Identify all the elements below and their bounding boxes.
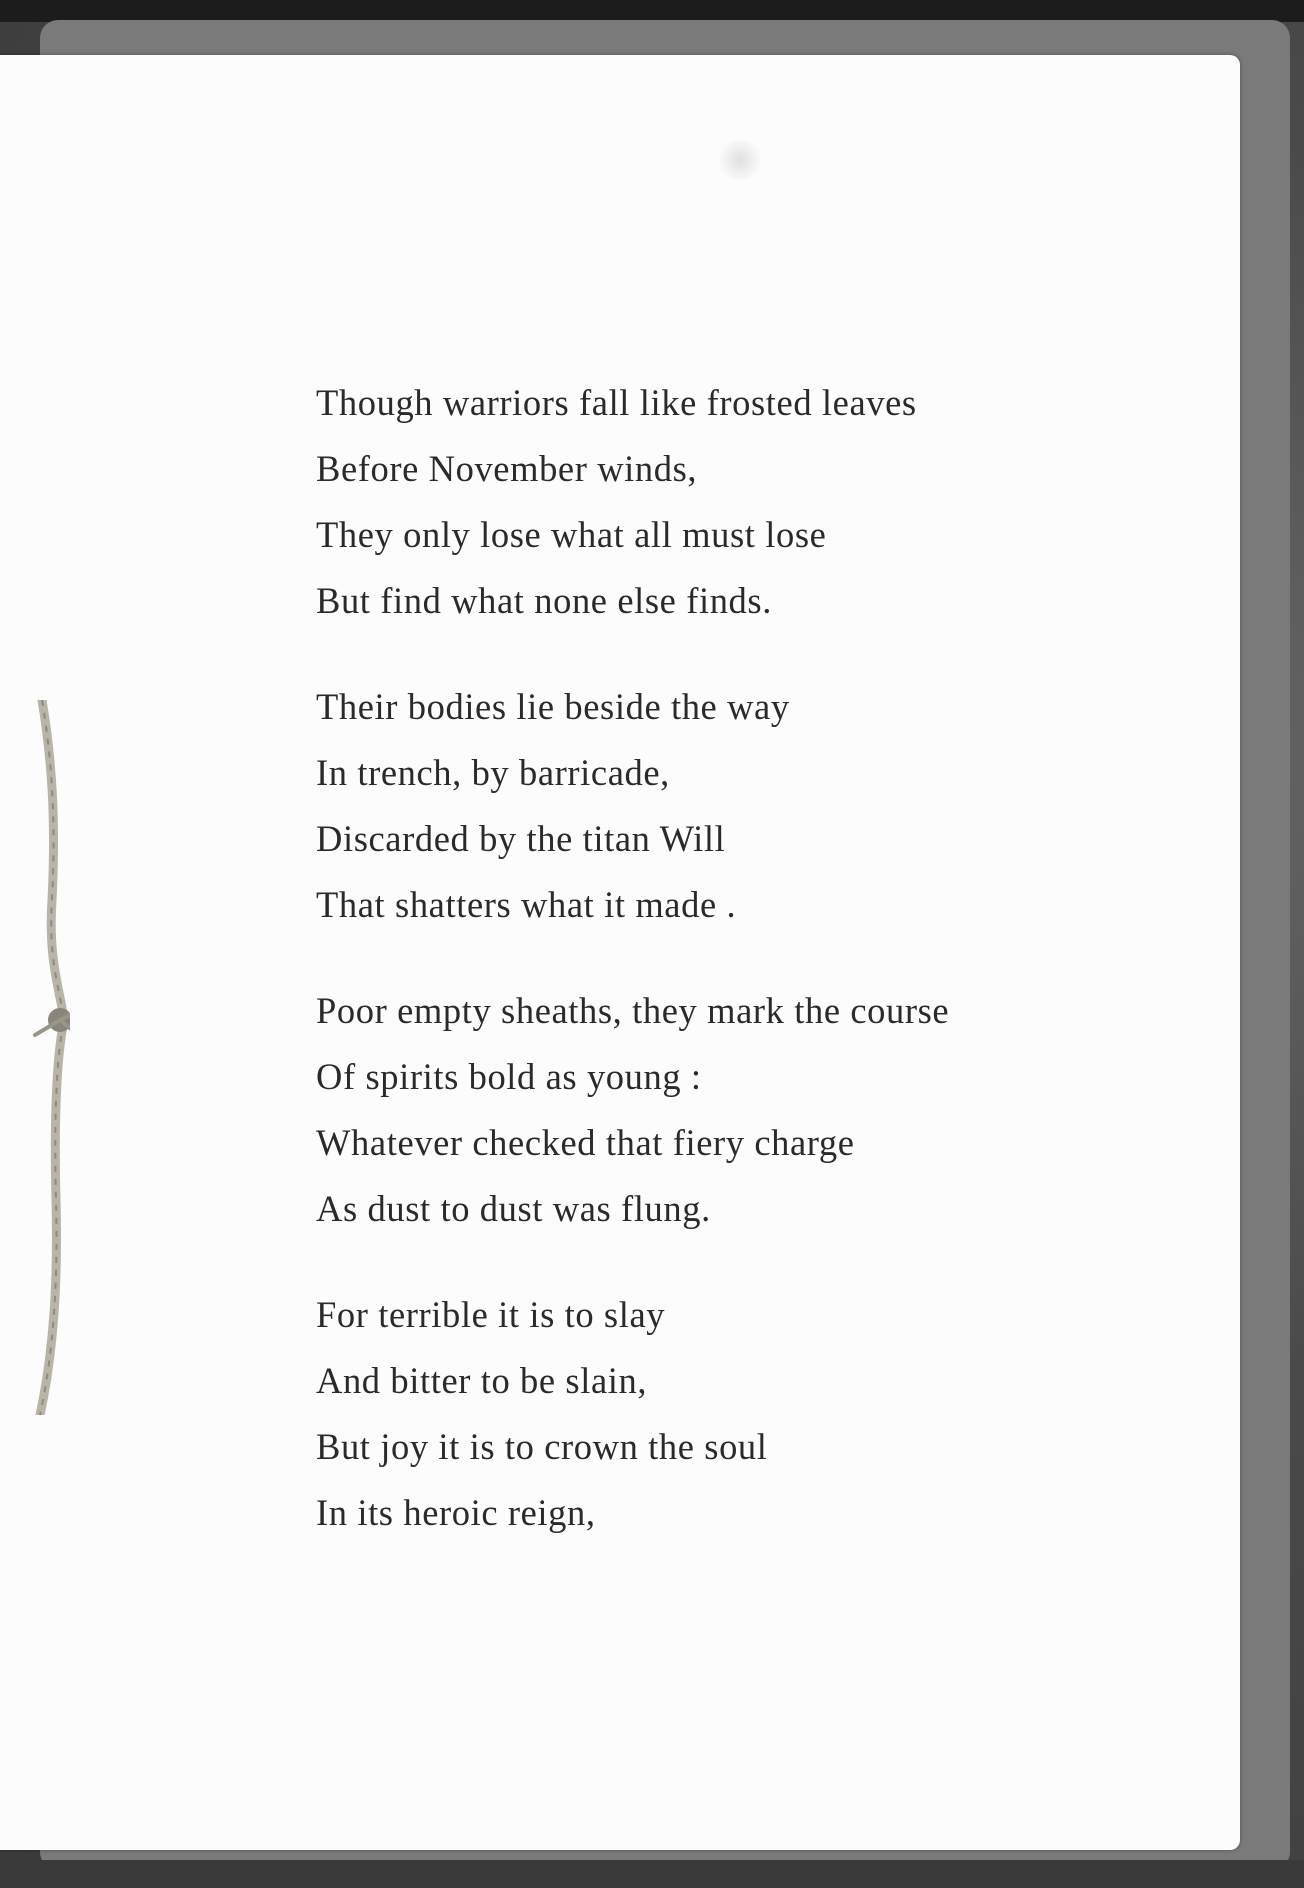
scanner-bottom-edge	[0, 1860, 1304, 1888]
poem-line: They only lose what all must lose	[316, 514, 827, 555]
poem-line: In trench, by barricade,	[316, 752, 670, 793]
scanner-top-edge	[0, 0, 1304, 22]
poem-line: Though warriors fall like frosted leaves	[316, 382, 917, 423]
poem-line: That shatters what it made .	[316, 884, 737, 925]
poem-line: Before November winds,	[316, 448, 698, 489]
poem-line: In its heroic reign,	[316, 1492, 596, 1533]
stanza-4	[316, 1282, 1216, 1546]
stanza-3	[316, 978, 1216, 1242]
poem	[316, 370, 1216, 1586]
page-smudge	[715, 140, 765, 180]
poem-line: For terrible it is to slay	[316, 1294, 666, 1335]
poem-line: And bitter to be slain,	[316, 1360, 648, 1401]
binding-cord-icon	[30, 700, 70, 1415]
poem-line: As dust to dust was flung.	[316, 1188, 711, 1229]
book-page	[0, 55, 1240, 1850]
poem-line: Discarded by the titan Will	[316, 818, 726, 859]
poem-line: But find what none else finds.	[316, 580, 772, 621]
poem-line: Poor empty sheaths, they mark the course	[316, 990, 950, 1031]
poem-line: Whatever checked that fiery charge	[316, 1122, 855, 1163]
poem-line: But joy it is to crown the soul	[316, 1426, 768, 1467]
poem-line: Of spirits bold as young :	[316, 1056, 702, 1097]
poem-line: Their bodies lie beside the way	[316, 686, 790, 727]
stanza-2	[316, 674, 1216, 938]
stanza-1	[316, 370, 1216, 634]
